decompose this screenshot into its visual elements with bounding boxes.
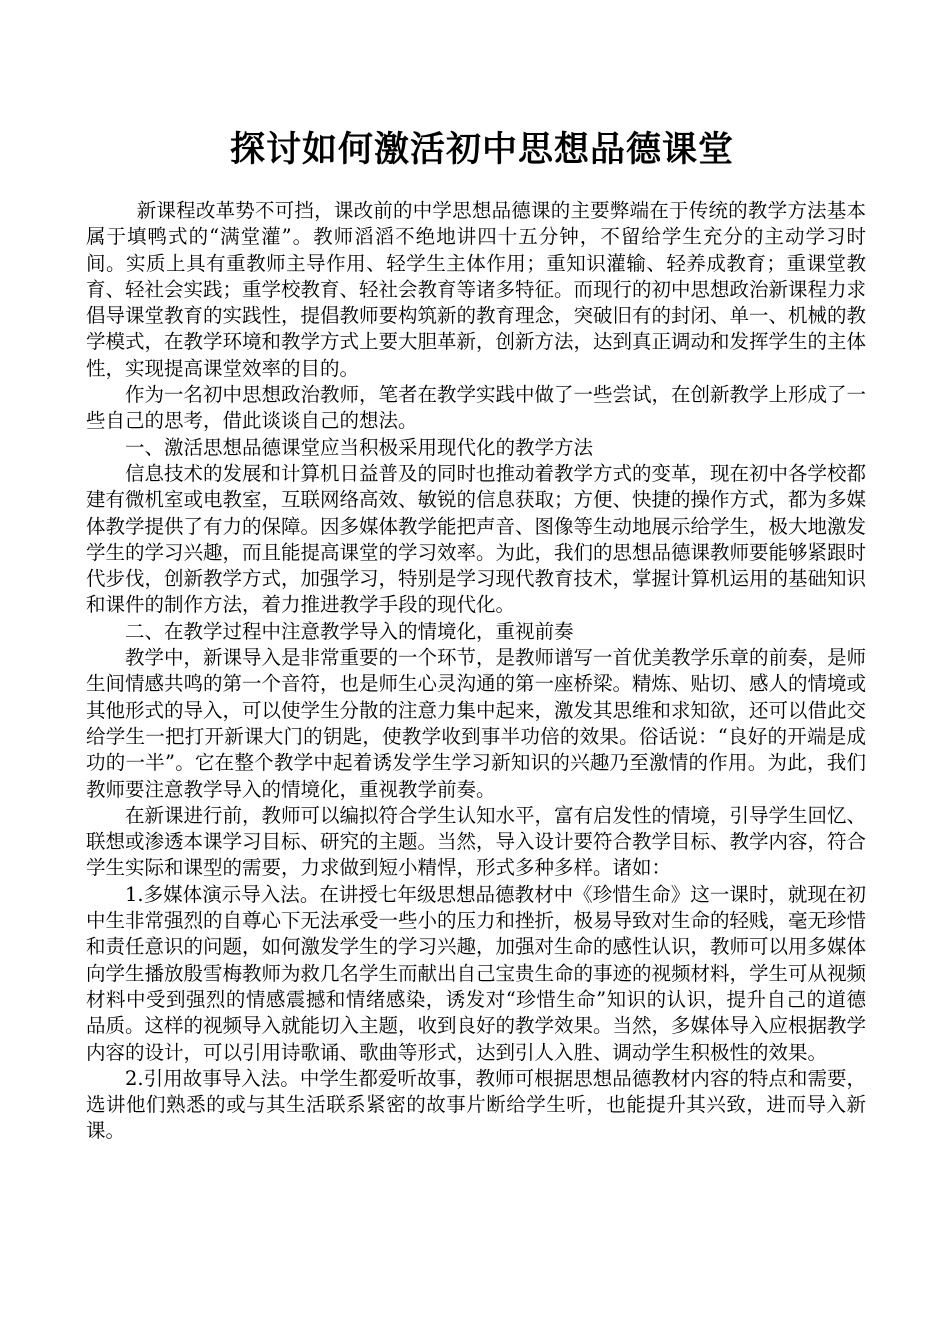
paragraph: 教学中，新课导入是非常重要的一个环节，是教师谱写一首优美教学乐章的前奏，是师生间情感共鸣的第一个音符，也是师生心灵沟通的第一座桥梁。精炼、贴切、感人的情境或其他形式的导入，可以使学生分散的注意力集中起来，激发其思维和求知欲，还可以借此交给学生一把打开新课大门的钥匙，使教学收到事半功倍的效果。俗话说：“良好的开端是成功的一半”。它在整个教学中起着诱发学生学习新知识的兴趣乃至激情的作用。为此，我们教师要注意教学导入的情境化，重视教学前奏。	[86, 646, 867, 801]
section-heading: 一、激活思想品德课堂应当积极采用现代化的教学方法	[125, 435, 594, 459]
paragraph: 在新课进行前，教师可以编拟符合学生认知水平，富有启发性的情境，引导学生回忆、联想或渗透本课学习目标、研究的主题。当然，导入设计要符合教学目标、教学内容，符合学生实际和课型的需要，力求做到短小精悍，形式多种多样。诸如：	[86, 803, 867, 880]
section-heading: 二、在教学过程中注意教学导入的情境化，重视前奏	[125, 619, 574, 643]
paragraph: 新课程改革势不可挡，课改前的中学思想品德课的主要弊端在于传统的教学方法基本属于填鸭式的“满堂灌”。教师滔滔不绝地讲四十五分钟，不留给学生充分的主动学习时间。实质上具有重教师主导作用、轻学生主体作用；重知识灌输、轻养成教育；重课堂教育、轻社会实践；重学校教育、轻社会教育等诸多特征。而现行的初中思想政治新课程力求倡导课堂教育的实践性，提倡教师要构筑新的教育理念，突破旧有的封闭、单一、机械的教学模式，在教学环境和教学方式上要大胆革新，创新方法，达到真正调动和发挥学生的主体性，实现提高课堂效率的目的。	[86, 199, 867, 380]
paragraph: 2.引用故事导入法。中学生都爱听故事，教师可根据思想品德教材内容的特点和需要，选讲他们熟悉的或与其生活联系紧密的故事片断给学生听，也能提升其兴致，进而导入新课。	[86, 1066, 866, 1143]
paragraph: 1.多媒体演示导入法。在讲授七年级思想品德教材中《珍惜生命》这一课时，就现在初中生非常强烈的自尊心下无法承受一些小的压力和挫折，极易导致对生命的轻贱，毫无珍惜和责任意识的问题，如何激发学生的学习兴趣，加强对生命的感性认识，教师可以用多媒体向学生播放殷雪梅教师为救几名学生而献出自己宝贵生命的事迹的视频材料，学生可从视频材料中受到强烈的情感震撼和情绪感染，诱发对“珍惜生命”知识的认识，提升自己的道德品质。这样的视频导入就能切入主题，收到良好的教学效果。当然，多媒体导入应根据教学内容的设计，可以引用诗歌诵、歌曲等形式，达到引人入胜、调动学生积极性的效果。	[86, 882, 867, 1064]
document-page	[86, 0, 866, 1145]
paragraph: 作为一名初中思想政治教师，笔者在教学实践中做了一些尝试，在创新教学上形成了一些自己的思考，借此谈谈自己的想法。	[86, 383, 867, 433]
document-title: 探讨如何激活初中思想品德课堂	[229, 129, 734, 170]
document-body	[86, 198, 866, 1145]
paragraph: 信息技术的发展和计算机日益普及的同时也推动着教学方式的变革，现在初中各学校都建有微机室或电教室，互联网络高效、敏锐的信息获取；方便、快捷的操作方式，都为多媒体教学提供了有力的保障。因多媒体教学能把声音、图像等生动地展示给学生，极大地激发学生的学习兴趣，而且能提高课堂的学习效率。为此，我们的思想品德课教师要能够紧跟时代步伐，创新教学方式，加强学习，特别是学习现代教育技术，掌握计算机运用的基础知识和课件的制作方法，着力推进教学手段的现代化。	[86, 461, 867, 617]
